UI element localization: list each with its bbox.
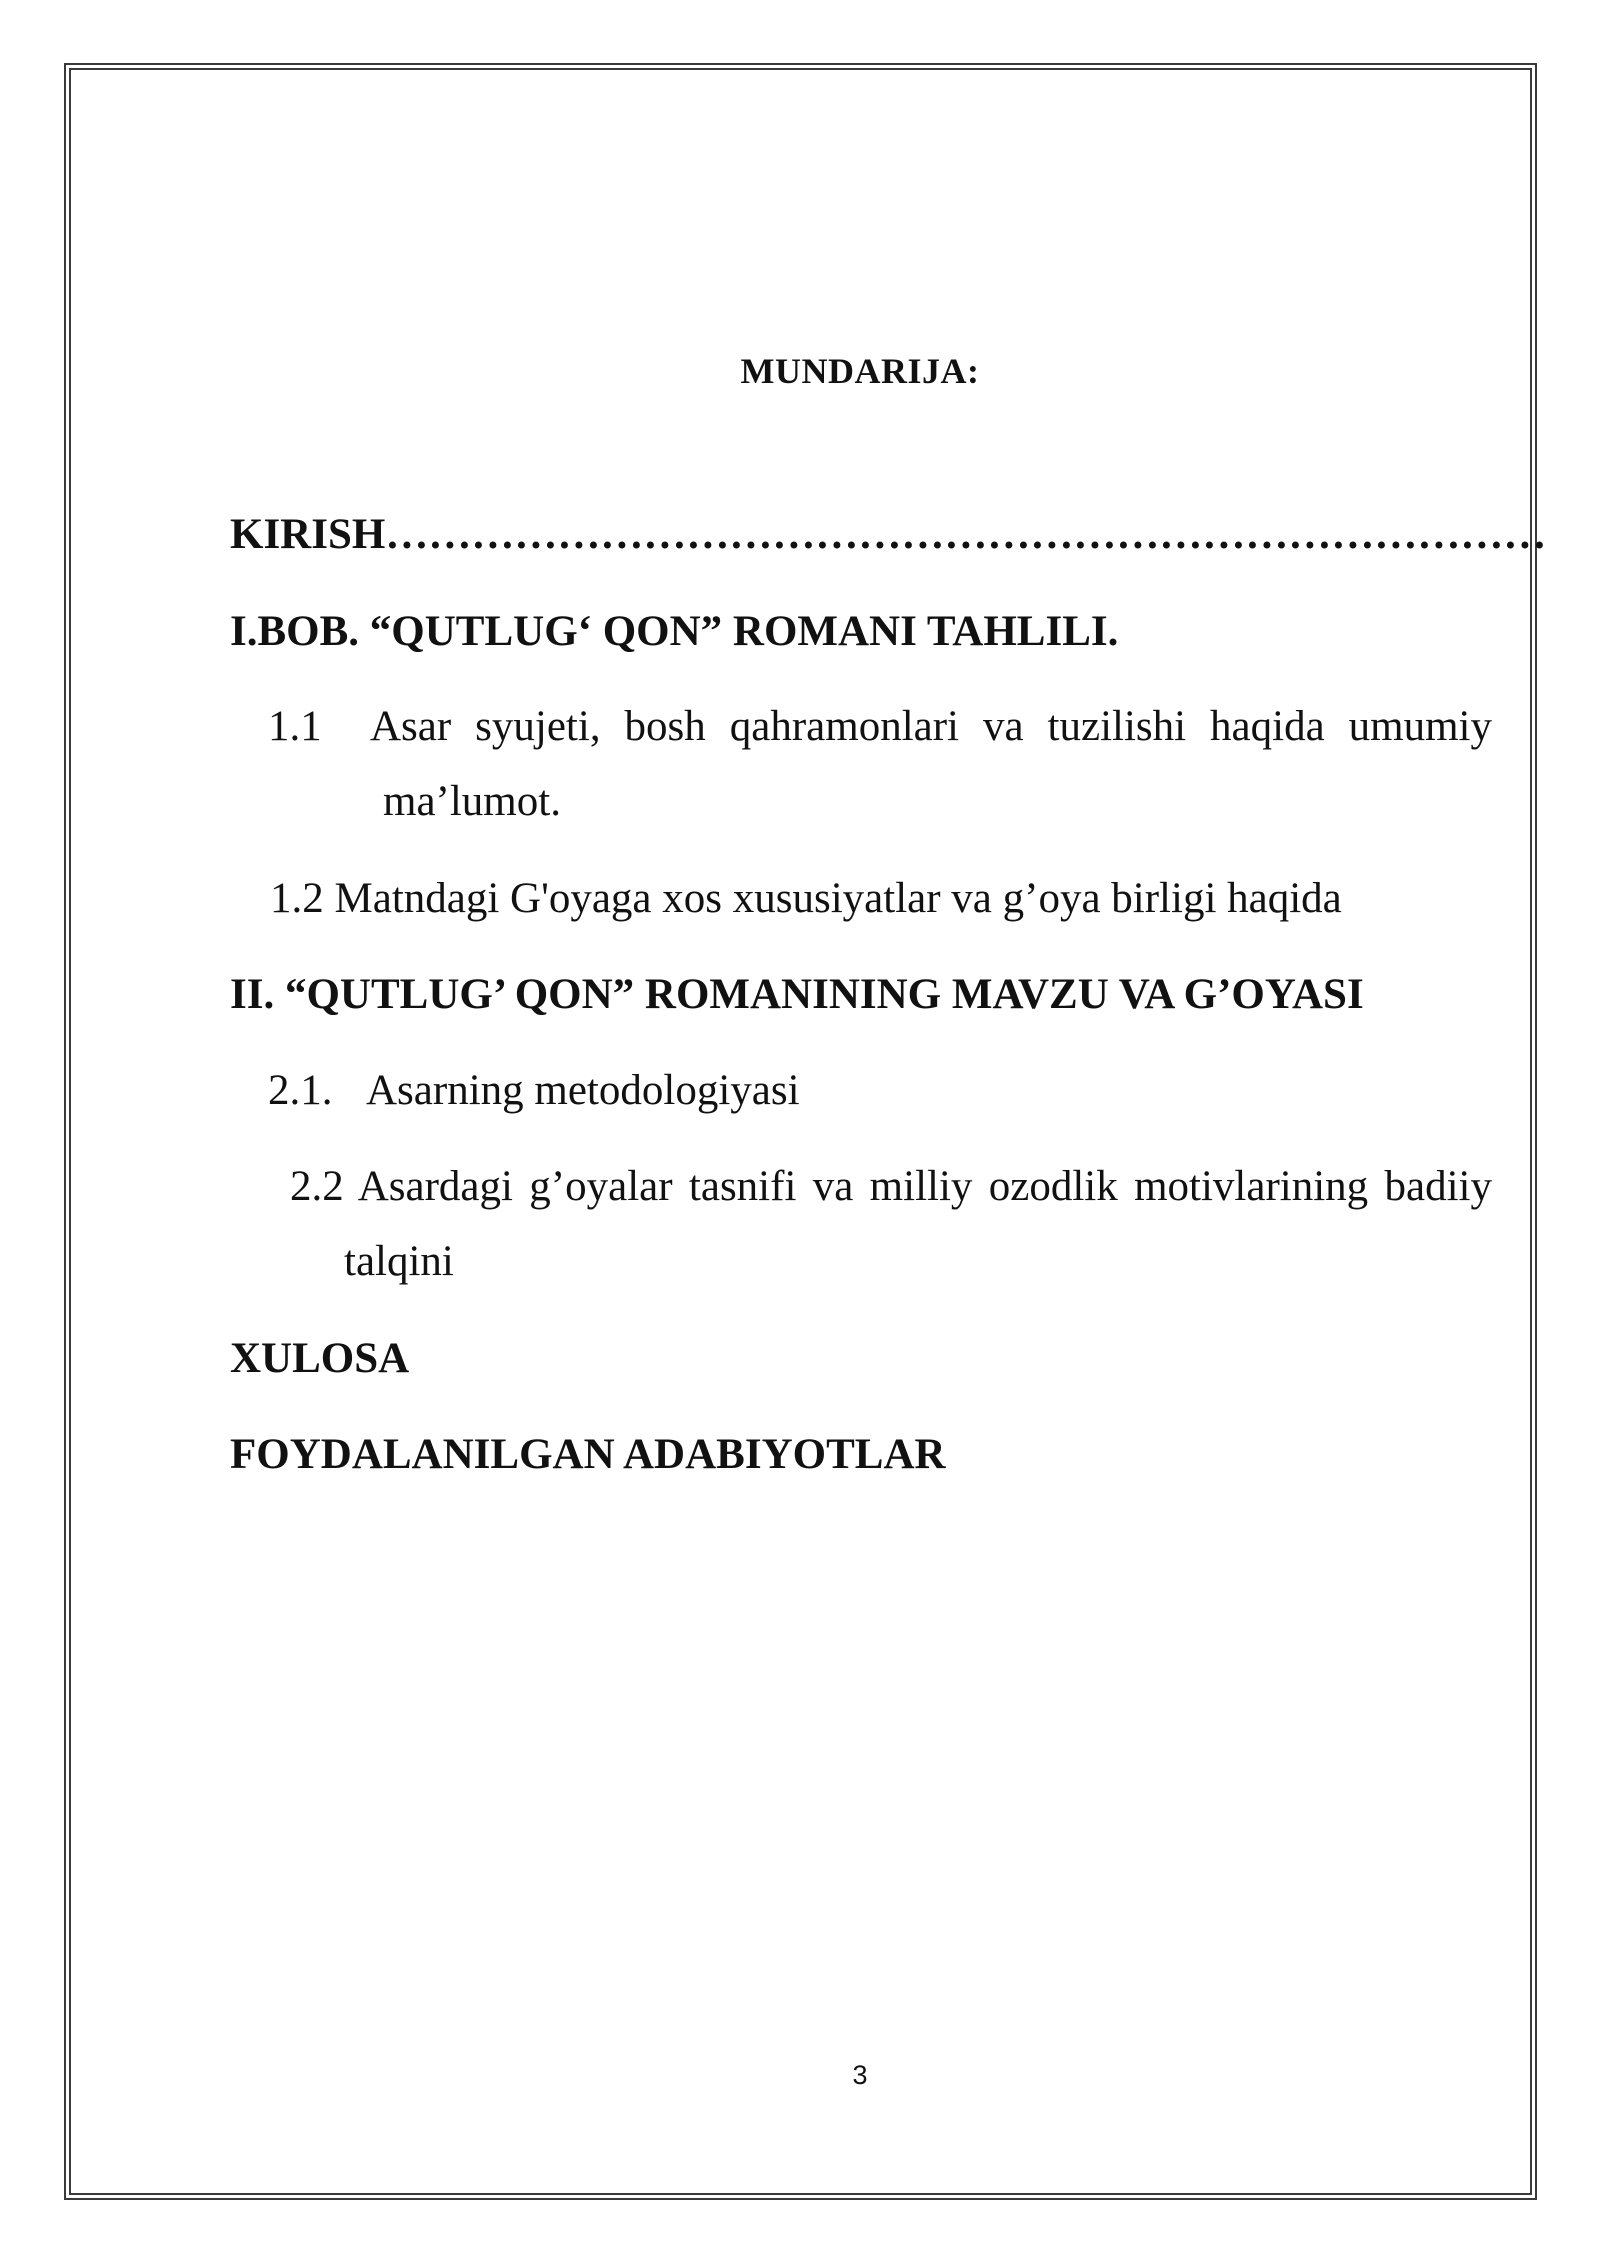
toc-section-2-2-line1: 2.2 Asardagi g’oyalar tasnifi va milliy ozodlik motivlarining badiiy	[290, 1163, 1492, 1210]
toc-chapter-1: I.BOB. “QUTLUG‘ QON” ROMANI TAHLILI.	[230, 608, 1119, 655]
toc-section-2-1-text: Asarning metodologiyasi	[366, 1067, 800, 1114]
toc-section-1-1-number: 1.1	[268, 703, 322, 750]
toc-title: MUNDARIJA:	[740, 351, 980, 391]
toc-section-2-1-number: 2.1.	[268, 1067, 333, 1114]
toc-section-2-2-line2: talqini	[344, 1238, 454, 1285]
toc-conclusion: XULOSA	[230, 1335, 410, 1382]
toc-section-1-2: 1.2 Matndagi G'oyaga xos xususiyatlar va g’oya birligi haqida	[270, 875, 1342, 922]
toc-section-1-1-line2: ma’lumot.	[383, 778, 561, 825]
toc-references: FOYDALANILGAN ADABIYOTLAR	[230, 1431, 946, 1478]
toc-section-1-1-line1: Asar syujeti, bosh qahramonlari va tuzilishi haqida umumiy	[370, 703, 1492, 750]
toc-chapter-2: II. “QUTLUG’ QON” ROMANINING MAVZU VA G’OYASI	[230, 971, 1364, 1018]
toc-intro: KIRISH………………………………………………………………………	[230, 511, 1547, 558]
page-number: 3	[852, 2060, 868, 2090]
